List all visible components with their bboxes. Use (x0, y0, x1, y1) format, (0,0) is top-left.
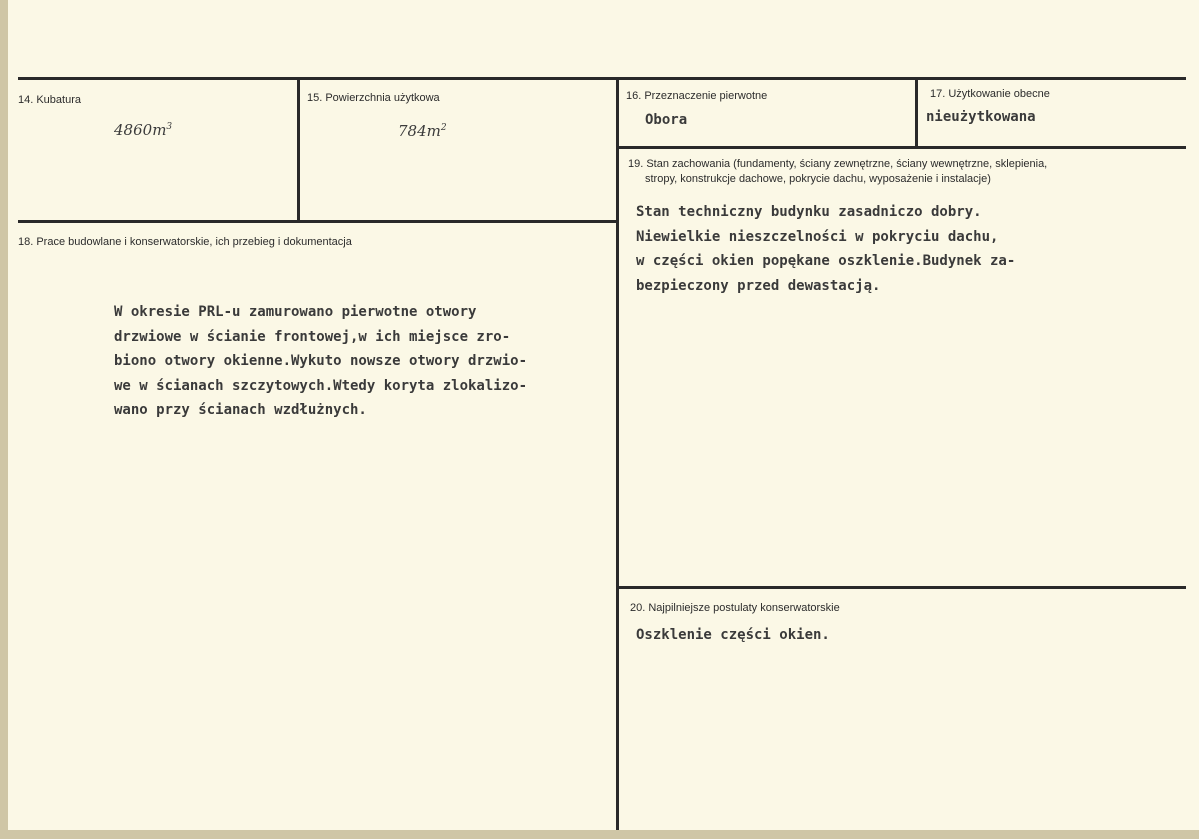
stan-line: Stan techniczny budynku zasadniczo dobry. (636, 204, 982, 220)
przeznaczenie-value: Obora (645, 112, 688, 128)
rule-under-row1-left (18, 220, 618, 223)
stan-label-line1: 19. Stan zachowania (fundamenty, ściany zewnętrzne, ściany wewnętrzne, sklepienia, (628, 158, 1048, 170)
prace-label: 18. Prace budowlane i konserwatorskie, ich przebieg i dokumentacja (18, 236, 352, 248)
postulaty-line: Oszklenie części okien. (636, 627, 830, 643)
prace-line: wano przy ścianach wzdłużnych. (114, 402, 367, 418)
prace-text (114, 300, 527, 423)
uzytkowanie-label: 17. Użytkowanie obecne (930, 88, 1050, 100)
prace-line: we w ścianach szczytowych.Wtedy koryta zlokalizo- (114, 377, 528, 394)
stan-text (636, 200, 1015, 298)
divider-center (616, 77, 619, 830)
divider-16-17 (915, 77, 918, 148)
stan-line: bezpieczony przed dewastacją. (636, 277, 881, 294)
postulaty-text (636, 623, 830, 648)
rule-under-row1-right (618, 146, 1186, 149)
form-card (8, 0, 1199, 830)
przeznaczenie-label: 16. Przeznaczenie pierwotne (626, 90, 768, 102)
top-rule (18, 77, 1186, 80)
uzytkowanie-value: nieużytkowana (926, 109, 1036, 125)
prace-line: drzwiowe w ścianie frontowej,w ich miejsce zro- (114, 328, 511, 345)
postulaty-label: 20. Najpilniejsze postulaty konserwatorskie (630, 602, 840, 614)
prace-line: biono otwory okienne.Wykuto nowsze otwory drzwio- (114, 353, 528, 369)
kubatura-label: 14. Kubatura (18, 94, 81, 106)
stan-line: w części okien popękane oszklenie.Budynek za- (636, 253, 1016, 269)
prace-line: W okresie PRL-u zamurowano pierwotne otwory (114, 304, 477, 320)
rule-above-postulaty (618, 586, 1186, 589)
stan-line: Niewielkie nieszczelności w pokryciu dachu, (636, 228, 999, 245)
divider-14-15 (297, 77, 300, 222)
powierzchnia-value: $784m^2$ (398, 122, 447, 140)
stan-label-line2: stropy, konstrukcje dachowe, pokrycie dachu, wyposażenie i instalacje) (645, 173, 991, 185)
powierzchnia-label: 15. Powierzchnia użytkowa (307, 92, 440, 104)
kubatura-value: $4860m^3$ (114, 121, 173, 139)
